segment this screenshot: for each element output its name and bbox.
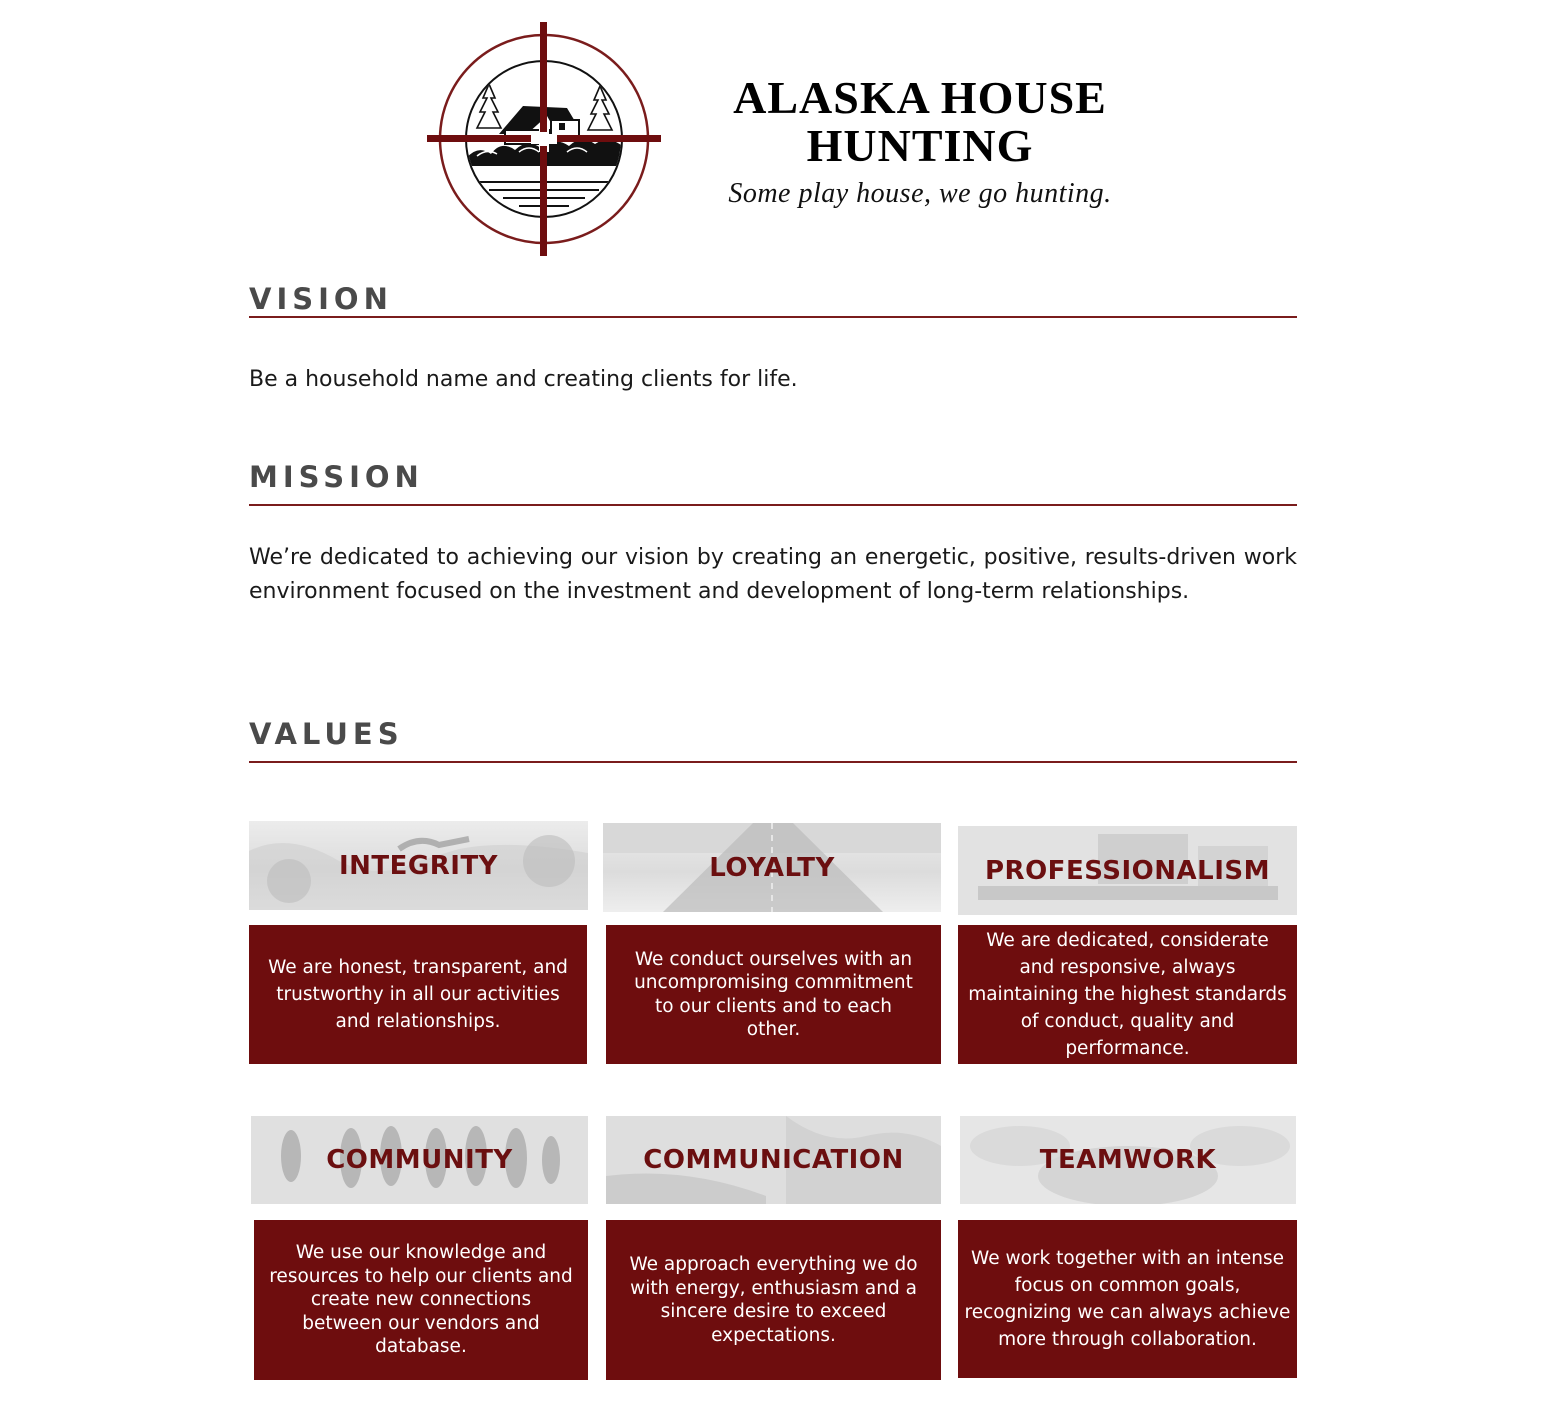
- brand-block: [700, 74, 1140, 210]
- value-card-loyalty-banner: [603, 823, 941, 912]
- values-heading: VALUES: [249, 717, 404, 751]
- value-card-loyalty-description: [606, 925, 941, 1064]
- brand-tagline: Some play house, we go hunting.: [728, 178, 1112, 209]
- value-card-communication-description: [606, 1220, 941, 1380]
- value-title-loyalty: LOYALTY: [709, 852, 835, 883]
- value-desc-teamwork: We work together with an intense focus on common goals, recognizing we can always achieve more through collaboration.: [964, 1248, 1291, 1350]
- mission-divider: [249, 504, 1297, 506]
- value-card-community-banner: [251, 1116, 588, 1204]
- value-desc-professionalism: We are dedicated, considerate and responsive, always maintaining the highest standards of conduct, quality and performance.: [968, 930, 1287, 1059]
- value-desc-communication: We approach everything we do with energy, enthusiasm and a sincere desire to exceed expectations.: [629, 1254, 918, 1346]
- value-card-professionalism-description: [958, 925, 1297, 1064]
- values-divider: [249, 761, 1297, 763]
- value-desc-community: We use our knowledge and resources to help our clients and create new connections between our vendors and database.: [269, 1242, 573, 1358]
- crosshair-house-logo-icon: [427, 22, 661, 256]
- brand-title: ALASKA HOUSE HUNTING: [733, 72, 1107, 171]
- value-title-integrity: INTEGRITY: [338, 850, 499, 881]
- vision-text: Be a household name and creating clients for life.: [249, 367, 798, 392]
- value-desc-integrity: We are honest, transparent, and trustworthy in all our activities and relationships.: [268, 957, 568, 1032]
- vision-divider: [249, 316, 1297, 318]
- value-card-professionalism-banner: [958, 826, 1297, 915]
- value-title-teamwork: TEAMWORK: [1039, 1145, 1217, 1175]
- value-card-community-description: [254, 1220, 588, 1380]
- value-card-integrity-description: [249, 925, 587, 1064]
- value-card-communication-banner: [606, 1116, 941, 1204]
- mission-heading: MISSION: [249, 460, 424, 494]
- value-title-community: COMMUNITY: [326, 1145, 513, 1175]
- value-card-integrity-banner: [249, 821, 588, 910]
- vision-heading: VISION: [249, 282, 393, 316]
- value-desc-loyalty: We conduct ourselves with an uncompromising commitment to our clients and to each other.: [634, 948, 913, 1040]
- value-card-teamwork-banner: [960, 1116, 1296, 1204]
- value-card-teamwork-description: [958, 1220, 1297, 1378]
- value-title-professionalism: PROFESSIONALISM: [985, 855, 1270, 886]
- value-title-communication: COMMUNICATION: [643, 1145, 904, 1175]
- mission-text: We’re dedicated to achieving our vision by creating an energetic, positive, results-driven work environment focused on the investment and development of long-term relationships.: [249, 545, 1297, 604]
